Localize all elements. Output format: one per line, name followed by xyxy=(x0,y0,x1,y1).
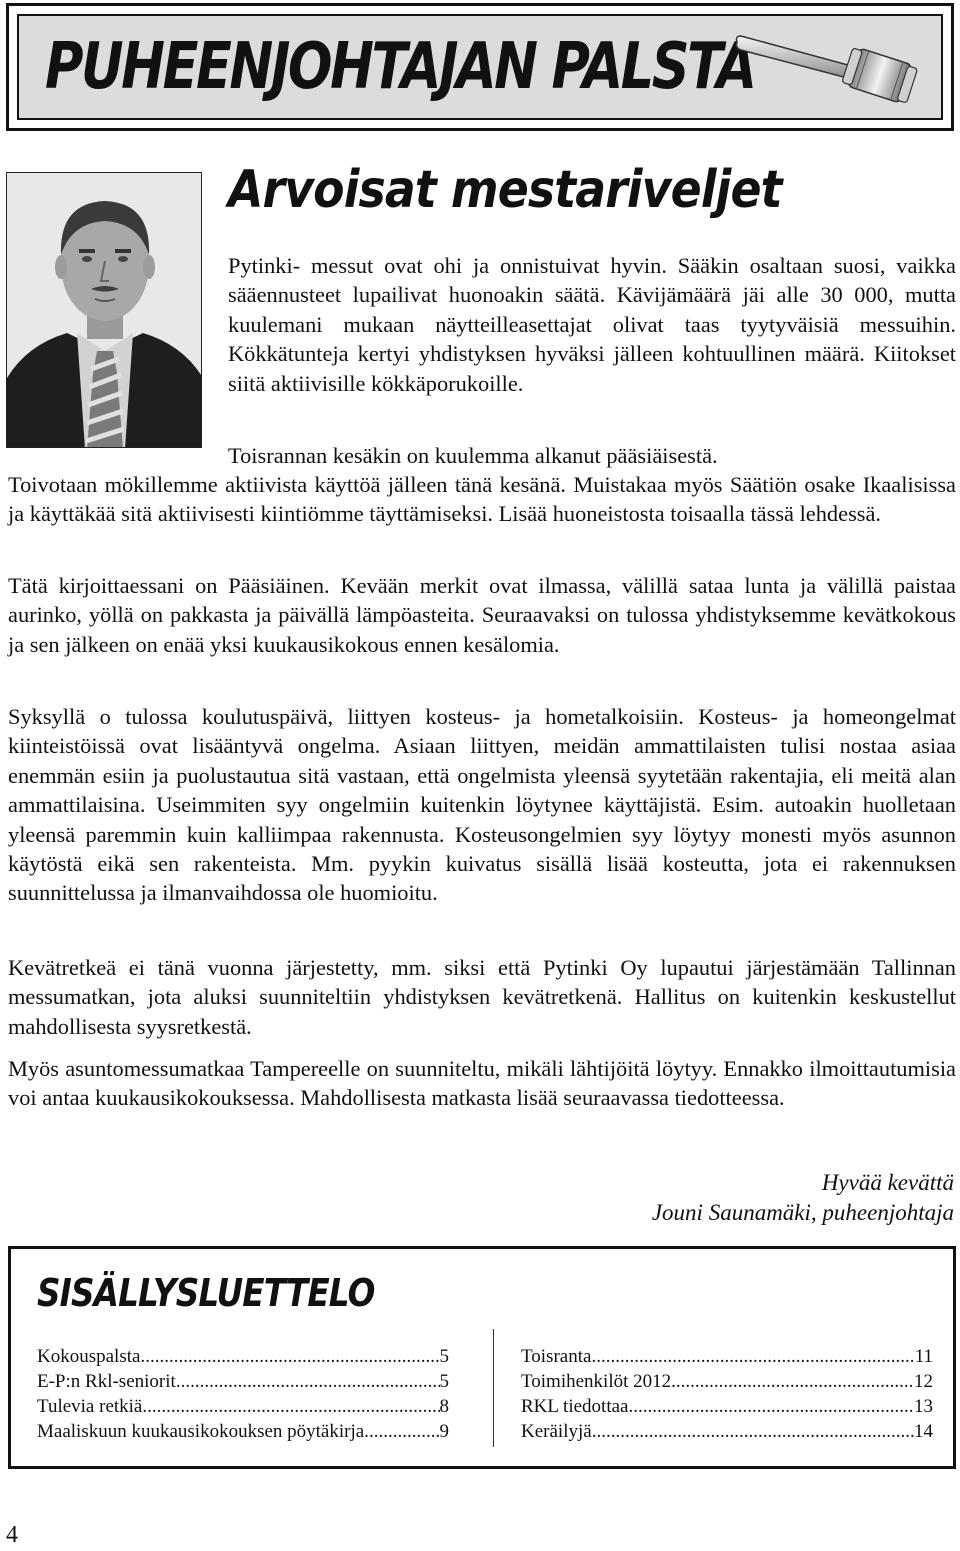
toc-column-right xyxy=(521,1344,933,1444)
paragraph-2: Toivotaan mökillemme aktiivista käyttöä jälleen tänä kesänä. Muistakaa myös Säätiön osake Ikaalisissa ja käyttäkää sitä aktiivisesti kiintiömme täyttämiseksi. Lisää huoneistosta toisaalla tässä lehdessä. xyxy=(8,472,956,527)
toc-leader xyxy=(142,1394,439,1419)
toc-entry-label: Maaliskuun kuukausikokouksen pöytäkirja. xyxy=(37,1421,369,1442)
signature-author: Jouni Saunamäki, puheenjohtaja xyxy=(651,1199,954,1225)
toc-entry[interactable] xyxy=(37,1344,449,1369)
toc-entry[interactable] xyxy=(37,1419,449,1444)
toc-entry-label: E-P:n Rkl-seniorit xyxy=(37,1371,176,1392)
toc-entry-page: 14 xyxy=(914,1421,933,1442)
toc-leader xyxy=(140,1344,439,1369)
toc-entry-page: 13 xyxy=(914,1396,933,1417)
paragraph-2-lead: Toisrannan kesäkin on kuulemma alkanut pääsiäisestä. xyxy=(228,443,718,468)
article-headline: Arvoisat mestariveljet xyxy=(228,160,782,220)
paragraph-1: Pytinki- messut ovat ohi ja onnistuivat hyvin. Sääkin osaltaan suosi, vaikka sääennusteet lupailivat huonoakin säätä. Kävijämäärä jäi alle 30 000, mutta kuulemani mukaan näytteilleasettajat olivat taas tyytyväisiä messuihin. Kökkätunteja kertyi yhdistyksen hyväksi jälleen kohtuullinen määrä. Kiitokset siitä aktiivisille kökkäporukoille. xyxy=(228,253,956,396)
toc-entry[interactable] xyxy=(37,1394,449,1419)
toc-entry-page: 11 xyxy=(914,1346,933,1367)
table-of-contents xyxy=(8,1246,956,1469)
toc-leader xyxy=(592,1419,914,1444)
paragraph-4: Syksyllä o tulossa koulutuspäivä, liittyen kosteus- ja hometalkoisiin. Kosteus- ja homeongelmat kiinteistöissä ovat lisääntyvä ongelma. Asiaan liittyen, meidän ammattilaisten tulisi nostaa asiaa enemmän esiin ja puolustautua sitä vastaan, että ongelmista yleensä syytetään rakentajia, eli meitä alan ammattilaisina. Useimmiten syy ongelmiin kuitenkin löytynee käyttäjistä. Esim. autoakin huolletaan yleensä paremmin kuin kalliimpaa rakennusta. Kosteusongelmien syy löytyy monesti myös asunnon käytöstä eikä sen rakenteista. Mm. pyykin kuivatus sisällä lisää kosteutta, jota ei rakennuksen suunnittelussa ja ilmanvaihdossa ole huomioitu. xyxy=(8,704,956,906)
toc-entry-page: 9 xyxy=(439,1421,449,1442)
gavel-icon xyxy=(731,28,921,120)
toc-entry-label: Toisranta xyxy=(521,1346,592,1367)
header-banner-inner xyxy=(17,14,943,120)
toc-leader xyxy=(628,1394,914,1419)
paragraph-5: Kevätretkeä ei tänä vuonna järjestetty, mm. siksi että Pytinki Oy lupautui järjestämään Tallinnan messumatkan, jota aluksi suunniteltiin yhdistyksen kevätretkenä. Hallitus on kuitenkin keskustellut mahdollisesta syysretkestä. xyxy=(8,955,956,1039)
toc-entry[interactable] xyxy=(521,1344,933,1369)
banner-title: PUHEENJOHTAJAN PALSTA xyxy=(45,30,755,104)
portrait-photo xyxy=(6,172,202,448)
header-banner xyxy=(6,3,954,131)
toc-title: SISÄLLYSLUETTELO xyxy=(37,1271,375,1315)
toc-leader xyxy=(176,1369,440,1394)
toc-entry[interactable] xyxy=(521,1394,933,1419)
signature-block xyxy=(652,1168,954,1227)
paragraph-3: Tätä kirjoittaessani on Pääsiäinen. Kevään merkit ovat ilmassa, välillä sataa lunta ja välillä paistaa aurinko, yöllä on pakkasta ja päivällä lämpöasteita. Seuraavaksi on tulossa yhdistyksemme kevätkokous ja sen jälkeen on enää yksi kuukausikokous ennen kesälomia. xyxy=(8,573,956,657)
toc-entry-label: Keräilyjä xyxy=(521,1421,592,1442)
toc-entry[interactable] xyxy=(521,1419,933,1444)
toc-entry[interactable] xyxy=(521,1369,933,1394)
toc-leader xyxy=(369,1419,440,1444)
signature-greeting: Hyvää kevättä xyxy=(821,1170,954,1195)
toc-entry-label: Tulevia retkiä xyxy=(37,1396,143,1417)
page-number: 4 xyxy=(6,1522,18,1548)
toc-entry-page: 12 xyxy=(914,1371,933,1392)
toc-divider xyxy=(493,1329,494,1447)
paragraph-6: Myös asuntomessumatkaa Tampereelle on suunniteltu, mikäli lähtijöitä löytyy. Ennakko ilmoittautumisia voi antaa kuukausikokouksessa. Mahdollisesta matkasta lisää seuraavassa tiedotteessa. xyxy=(8,1056,956,1111)
toc-entry-label: Toimihenkilöt 2012 xyxy=(521,1371,672,1392)
toc-column-left xyxy=(37,1344,449,1444)
toc-entry-label: RKL tiedottaa xyxy=(521,1396,629,1417)
toc-leader xyxy=(591,1344,914,1369)
toc-entry-page: 5 xyxy=(439,1371,449,1392)
toc-entry-label: Kokouspalsta xyxy=(37,1346,141,1367)
toc-entry-page: 5 xyxy=(439,1346,449,1367)
toc-entry[interactable] xyxy=(37,1369,449,1394)
toc-leader xyxy=(671,1369,914,1394)
toc-entry-page: 8 xyxy=(439,1396,449,1417)
